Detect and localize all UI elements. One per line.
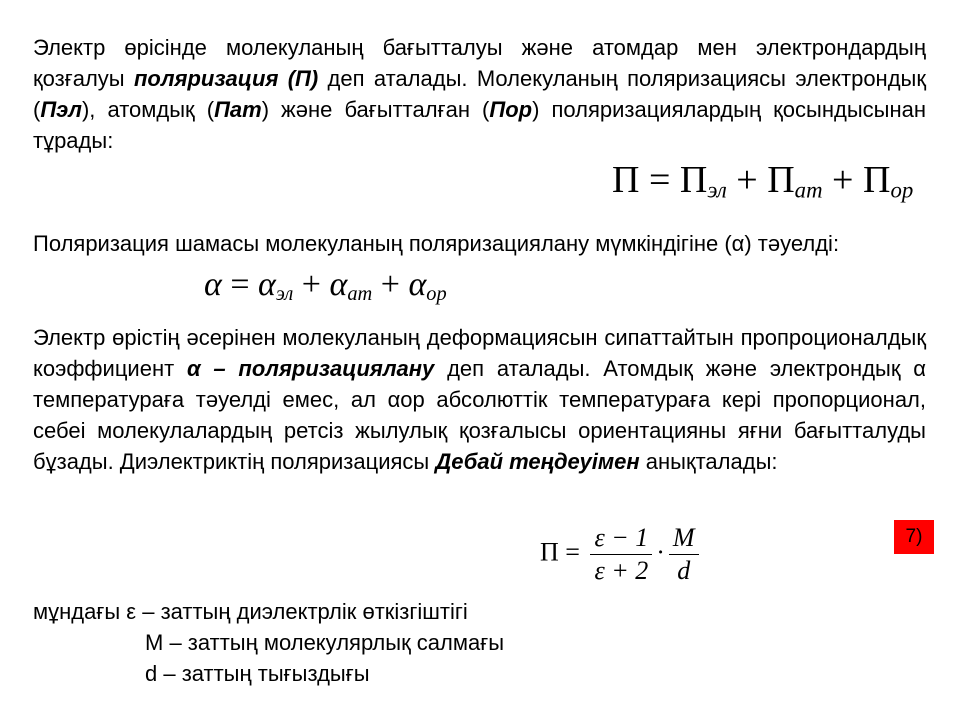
intro-text-4: ) және бағытталған ( [261,97,490,122]
debye-equation-formula: П = $\frac{\varepsilon - 1}{\varepsilon + 2}$ · $\frac{M}{d}$ [540,522,703,587]
equation-number-badge [894,520,934,554]
deformation-text-2: деп аталады. Атомдық және электрондық α температураға тәуелді емес, ал αор абсолюттік температураға кері пропорционал, себеі молекулалардың ретсіз жылулық қозғалысы ориентацияны яғни бағытталуды бұзады. Диэлектриктің поляризациясы [33,356,926,474]
intro-paragraph [33,32,926,156]
debye-equation-term: Дебай теңдеуімен [435,449,640,474]
intro-text-5: ) поляризациялардың қосындысынан тұрады: [33,97,926,153]
permittivity-fraction: $\frac{\varepsilon - 1}{\varepsilon + 2}$ [590,522,652,587]
deformation-text-1: Электр өрістің әсерінен молекуланың деформациясын сипаттайтын пропроционалдық коэффициент [33,325,926,381]
electronic-polarization-symbol: Пэл [40,97,82,122]
mass-density-fraction: $\frac{M}{d}$ [669,522,699,587]
intro-text-3: ), атомдық ( [81,97,215,122]
intro-text-1: Электр өрісінде молекуланың бағытталуы және атомдар мен электрондардың қозғалуы [33,35,926,91]
polarization-sum-formula: $П = П_{эл} + П_{ат} + П_{ор}$ [612,159,914,203]
deformation-text-3: анықталады: [639,449,778,474]
polarizability-term: α – поляризациялану [186,356,435,381]
equation-number: 7) [905,526,923,547]
polarizability-sum-formula: $\alpha = \alpha_{эл} + \alpha_{ат} + \alpha_{ор}$ [204,266,447,306]
polarizability-text: Поляризация шамасы молекуланың поляризациялану мүмкіндігіне (α) тәуелді: [33,231,840,256]
definition-permittivity: мұндағы ε – заттың диэлектрлік өткізгіштігі [33,599,468,624]
polarizability-paragraph [33,228,926,259]
variable-definitions [33,596,504,689]
deformation-paragraph [33,322,926,477]
definition-molecular-mass: М – заттың молекулярлық салмағы [145,630,505,655]
intro-text-2: деп аталады. Молекуланың поляризациясы электрондық ( [33,66,926,122]
atomic-polarization-symbol: Пат [214,97,262,122]
polarization-term: поляризация (П) [133,66,319,91]
definition-density: d – заттың тығыздығы [145,661,370,686]
orientation-polarization-symbol: Пор [489,97,533,122]
